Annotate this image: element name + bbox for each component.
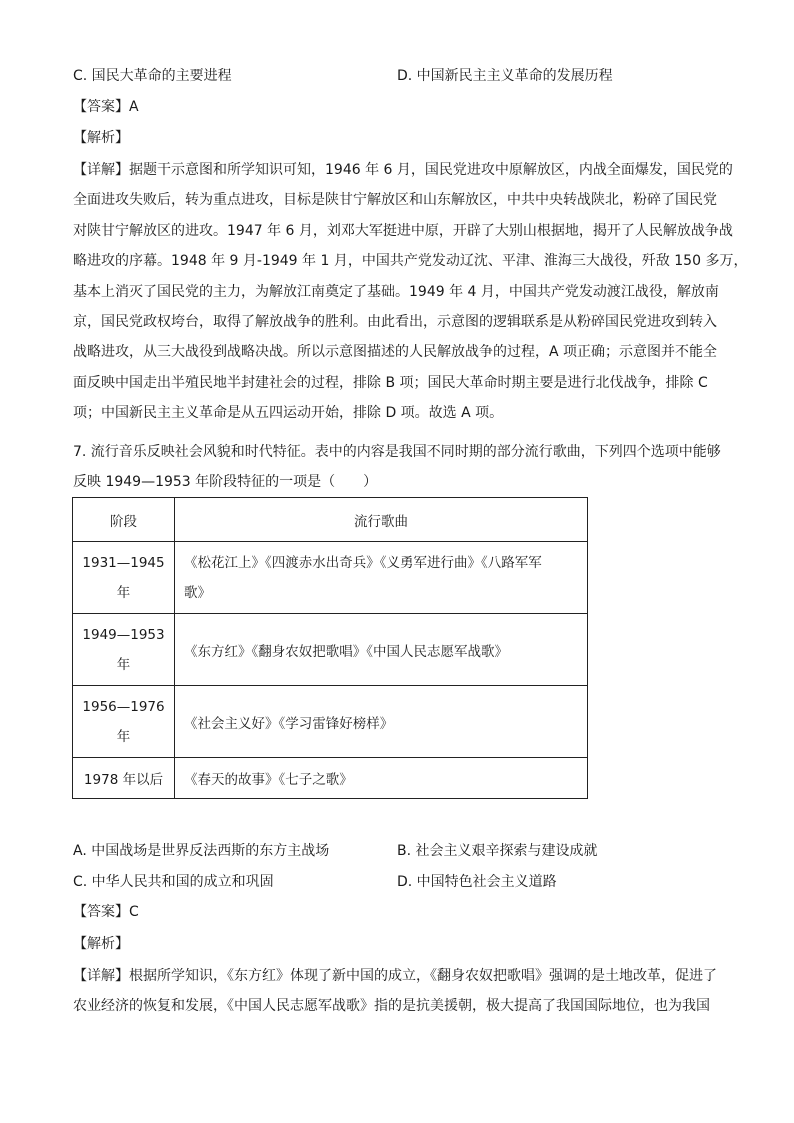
- songs-cell: 《春天的故事》《七子之歌》: [175, 758, 588, 799]
- q7-stem-line-1: 7. 流行音乐反映社会风貌和时代特征。表中的内容是我国不同时期的部分流行歌曲，下列四个选项中能够: [73, 444, 721, 460]
- q7-answer: 【答案】C: [73, 904, 139, 920]
- q7-stem-line-2: 反映 1949—1953 年阶段特征的一项是（ ）: [73, 474, 378, 490]
- period-cell: [73, 542, 175, 614]
- header-period: 阶段: [73, 498, 175, 542]
- detail-line: 对陕甘宁解放区的进攻。1947 年 6 月，刘邓大军挺进中原，开辟了大别山根据地，揭开了人民解放战争战: [73, 222, 733, 239]
- period-text: 年: [116, 728, 131, 745]
- detail-line: 【详解】据题干示意图和所学知识可知，1946 年 6 月，国民党进攻中原解放区，内战全面爆发，国民党的: [73, 162, 733, 178]
- table-row: [73, 758, 588, 799]
- songs-text: 《松花江上》《四渡赤水出奇兵》《义勇军进行曲》《八路军军: [184, 554, 542, 571]
- table-header-row: [73, 498, 588, 542]
- detail-line: 全面进攻失败后，转为重点进攻，目标是陕甘宁解放区和山东解放区，中共中央转战陕北，粉碎了国民党: [73, 192, 717, 209]
- songs-cell: [175, 542, 588, 614]
- period-text: 1956—1976: [82, 698, 165, 715]
- songs-table: [72, 497, 588, 799]
- detail-line: 农业经济的恢复和发展，《中国人民志愿军战歌》指的是抗美援朝，极大提高了我国国际地位，也为我国: [73, 998, 710, 1015]
- period-text: 年: [116, 584, 131, 601]
- header-songs: 流行歌曲: [175, 498, 588, 542]
- period-text: 年: [116, 656, 131, 673]
- detail-line: 【详解】根据所学知识，《东方红》体现了新中国的成立，《翻身农奴把歌唱》强调的是土地改革，促进了: [73, 968, 717, 984]
- option-c: C. 国民大革命的主要进程: [73, 68, 232, 84]
- detail-line: 京，国民党政权垮台，取得了解放战争的胜利。由此看出，示意图的逻辑联系是从粉碎国民党进攻到转入: [73, 313, 717, 330]
- option-d: D. 中国特色社会主义道路: [397, 874, 557, 890]
- option-c: C. 中华人民共和国的成立和巩固: [73, 874, 274, 890]
- q7-detail-paragraph: [73, 966, 721, 1027]
- period-cell: [73, 614, 175, 686]
- q7-options-row-1: [73, 841, 713, 861]
- songs-text: 歌》: [184, 584, 211, 601]
- q6-detail-paragraph: [73, 160, 748, 434]
- detail-line: 战略进攻，从三大战役到战略决战。所以示意图描述的人民解放战争的过程，A 项正确；示意图并不能全: [73, 344, 718, 361]
- songs-cell: 《社会主义好》《学习雷锋好榜样》: [175, 686, 588, 758]
- table-row: [73, 542, 588, 614]
- table-row: [73, 686, 588, 758]
- q6-analysis-heading: 【解析】: [73, 130, 129, 146]
- period-cell: 1978 年以后: [73, 758, 175, 799]
- detail-line: 略进攻的序幕。1948 年 9 月-1949 年 1 月，中国共产党发动辽沈、平津、淮海三大战役，歼敌 150 多万，: [73, 253, 748, 270]
- table-row: [73, 614, 588, 686]
- option-d: D. 中国新民主主义革命的发展历程: [397, 68, 613, 84]
- detail-line: 基本上消灭了国民党的主力，为解放江南奠定了基础。1949 年 4 月，中国共产党发动渡江战役，解放南: [73, 283, 719, 300]
- option-a: A. 中国战场是世界反法西斯的东方主战场: [73, 843, 330, 859]
- option-b: B. 社会主义艰辛探索与建设成就: [397, 843, 598, 859]
- q7-options-row-2: [73, 872, 713, 892]
- q7-analysis-heading: 【解析】: [73, 936, 129, 952]
- detail-line: 面反映中国走出半殖民地半封建社会的过程，排除 B 项；国民大革命时期主要是进行北伐战争，排除 C: [73, 374, 708, 391]
- q6-options-row: [73, 66, 713, 86]
- period-text: 1949—1953: [82, 626, 165, 643]
- detail-line: 项；中国新民主主义革命是从五四运动开始，排除 D 项。故选 A 项。: [73, 405, 504, 422]
- period-cell: [73, 686, 175, 758]
- songs-cell: 《东方红》《翻身农奴把歌唱》《中国人民志愿军战歌》: [175, 614, 588, 686]
- period-text: 1931—1945: [82, 554, 165, 571]
- q6-answer: 【答案】A: [73, 99, 139, 115]
